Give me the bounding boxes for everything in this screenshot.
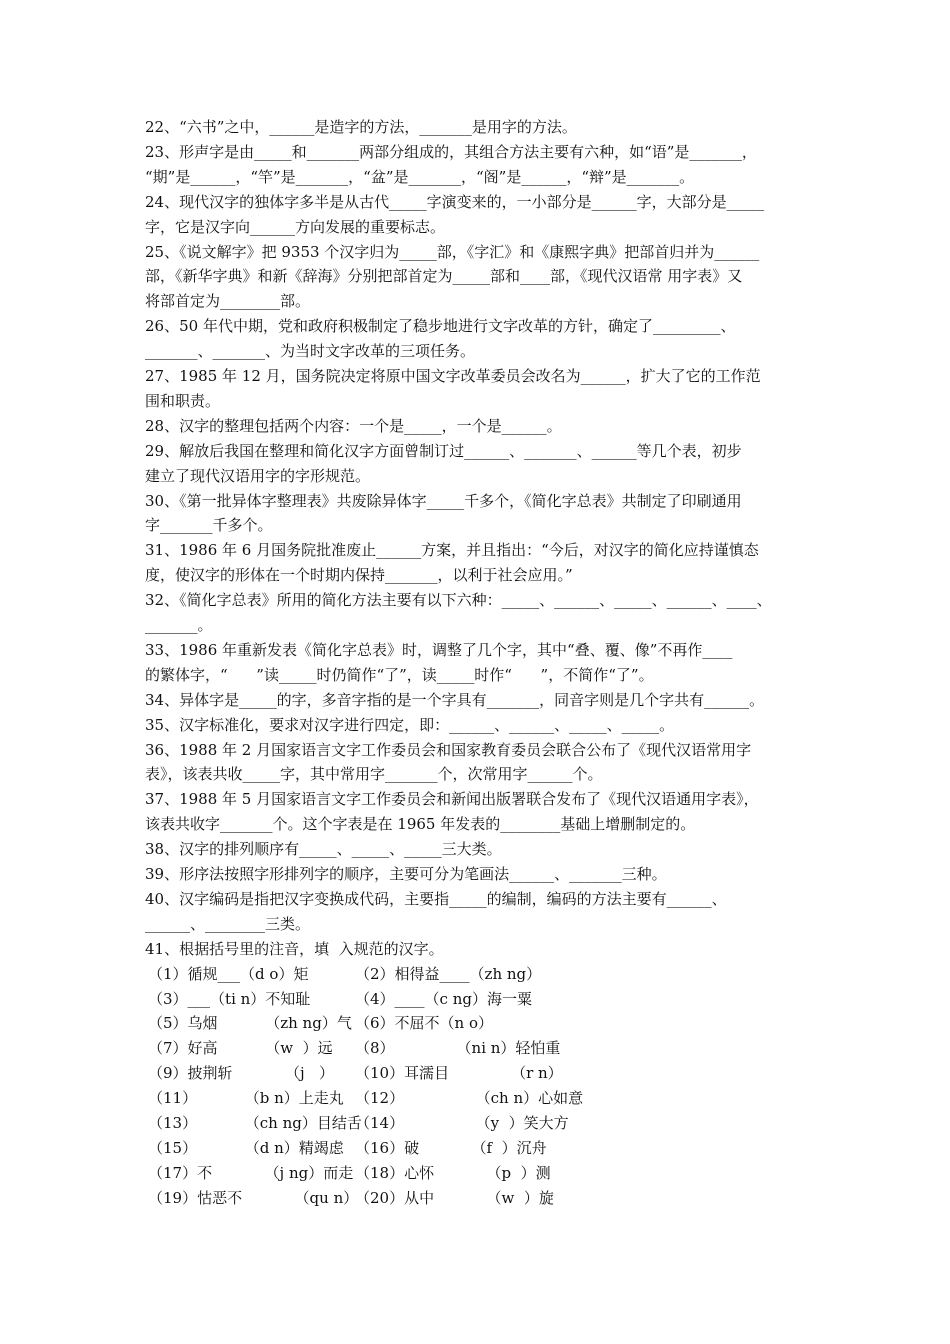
pinyin-item: （14） （y ）笑大方 (355, 1114, 569, 1132)
question-line: 40、汉字编码是指把汉字变换成代码，主要指_____的编制，编码的方法主要有______、 (145, 889, 727, 908)
question-line: ______、________三类。 (145, 914, 311, 933)
question-line: _______。 (145, 616, 213, 634)
pinyin-item: （16）破 （f ）沉舟 (355, 1138, 547, 1157)
question-line: 35、汉字标准化，要求对汉字进行四定，即：______、______、_____、_____。 (145, 715, 675, 734)
pinyin-item: （2）相得益____（zh ng） (355, 964, 542, 983)
question-line: 25、《说文解字》把 9353 个汉字归为_____部，《字汇》和《康熙字典》把部首归并为______ (145, 242, 760, 261)
question-line: 32、《简化字总表》所用的简化方法主要有以下六种：_____、______、_____、______、____、 (145, 591, 772, 610)
pinyin-item: （3）___（ti n）不知耻 (148, 989, 311, 1008)
pinyin-item: （4）____（c ng）海一粟 (355, 989, 532, 1008)
pinyin-item: （12） （ch n）心如意 (355, 1089, 584, 1108)
question-line: 33、1986 年重新发表《简化字总表》时，调整了几个字，其中“叠、覆、像”不再作____ (145, 640, 733, 659)
question-line: 27、1985 年 12 月，国务院决定将原中国文字改革委员会改名为______，扩大了它的工作范 (145, 367, 761, 385)
pinyin-item: （1）循规___（d o）矩 (148, 964, 309, 983)
question-line: 26、50 年代中期，党和政府积极制定了稳步地进行文字改革的方针，确定了_________、 (145, 317, 736, 336)
question-line: 围和职责。 (145, 391, 221, 410)
pinyin-item: （18）心怀 （p ）测 (355, 1163, 551, 1182)
question-line: 度，使汉字的形体在一个时期内保持_______，以利于社会应用。” (145, 566, 573, 585)
question-line: 部，《新华字典》和新《辞海》分别把部首定为_____部和____部，《现代汉语常 用字表》又 (145, 267, 743, 286)
pinyin-item: （13） （ch ng）目结舌 (148, 1114, 362, 1132)
question-line: 39、形序法按照字形排列字的顺序，主要可分为笔画法______、_______三种。 (145, 865, 667, 883)
question-line: 表》，该表共收_____字，其中常用字_______个，次常用字______个。 (145, 765, 603, 784)
question-line: 37、1988 年 5 月国家语言文字工作委员会和新闻出版署联合发布了《现代汉语通用字表》， (145, 790, 759, 809)
question-line: 34、异体字是_____的字，多音字指的是一个字具有_______，同音字则是几个字共有______。 (145, 690, 765, 709)
question-line: 24、现代汉字的独体字多半是从古代_____字演变来的，一小部分是______字，大部分是_____ (145, 192, 765, 211)
pinyin-item: （9）披荆斩 （j ） (148, 1064, 334, 1083)
question-line: 将部首定为________部。 (145, 292, 311, 311)
question-line: 该表共收字_______个。这个字表是在 1965 年发表的________基础上增删制定的。 (145, 815, 696, 834)
pinyin-item: （19）怙恶不 （qu n） (148, 1188, 359, 1207)
pinyin-item: （17）不 （j ng）而走 (148, 1163, 354, 1182)
question-line: 29、解放后我国在整理和简化汉字方面曾制订过______、_______、______等几个表，初步 (145, 441, 742, 460)
question-line: _______、_______、为当时文字改革的三项任务。 (145, 342, 476, 361)
pinyin-item: （6）不屈不（n o） (355, 1014, 494, 1033)
pinyin-item: （5）乌烟 （zh ng）气 (148, 1014, 352, 1033)
question-line: 31、1986 年 6 月国务院批准废止______方案，并且指出：“今后，对汉字的简化应持谨慎态 (145, 541, 759, 560)
question-line: 23、形声字是由_____和_______两部分组成的，其组合方法主要有六种，如“语”是_______， (145, 142, 757, 161)
question-line: 36、1988 年 2 月国家语言文字工作委员会和国家教育委员会联合公布了《现代汉语常用字 (145, 740, 752, 759)
question-line: 建立了现代汉语用字的字形规范。 (145, 466, 371, 485)
pinyin-item: （10）耳濡目 （r n） (355, 1064, 563, 1083)
pinyin-item: （11） （b n）上走丸 (148, 1089, 344, 1108)
question-line: “期”是______，“竿”是_______，“盆”是_______，“阁”是______，“辩”是_______。 (145, 167, 695, 186)
pinyin-item: （8） （ni n）轻怕重 (355, 1039, 561, 1058)
question-line: 22、“六书”之中，______是造字的方法，_______是用字的方法。 (145, 118, 577, 136)
question-line: 30、《第一批异体字整理表》共废除异体字_____千多个，《简化字总表》共制定了印刷通用 (145, 491, 742, 510)
pinyin-item: （15） （d n）精竭虑 (148, 1138, 344, 1157)
question-line: 41、根据括号里的注音，填 入规范的汉字。 (145, 939, 444, 958)
question-line: 38、汉字的排列顺序有_____、_____、_____三大类。 (145, 840, 502, 859)
question-line: 字_______千多个。 (145, 516, 273, 535)
pinyin-item: （7）好高 （w ）远 (148, 1039, 333, 1058)
question-line: 28、汉字的整理包括两个内容：一个是_____，一个是______。 (145, 416, 562, 435)
question-line: 字，它是汉字向______方向发展的重要标志。 (145, 217, 446, 236)
question-line: 的繁体字，“ ”读_____时仍简作“了”，读_____时作“ ”，不简作“了”。 (145, 665, 654, 684)
pinyin-item: （20）从中 （w ）旋 (355, 1188, 554, 1207)
